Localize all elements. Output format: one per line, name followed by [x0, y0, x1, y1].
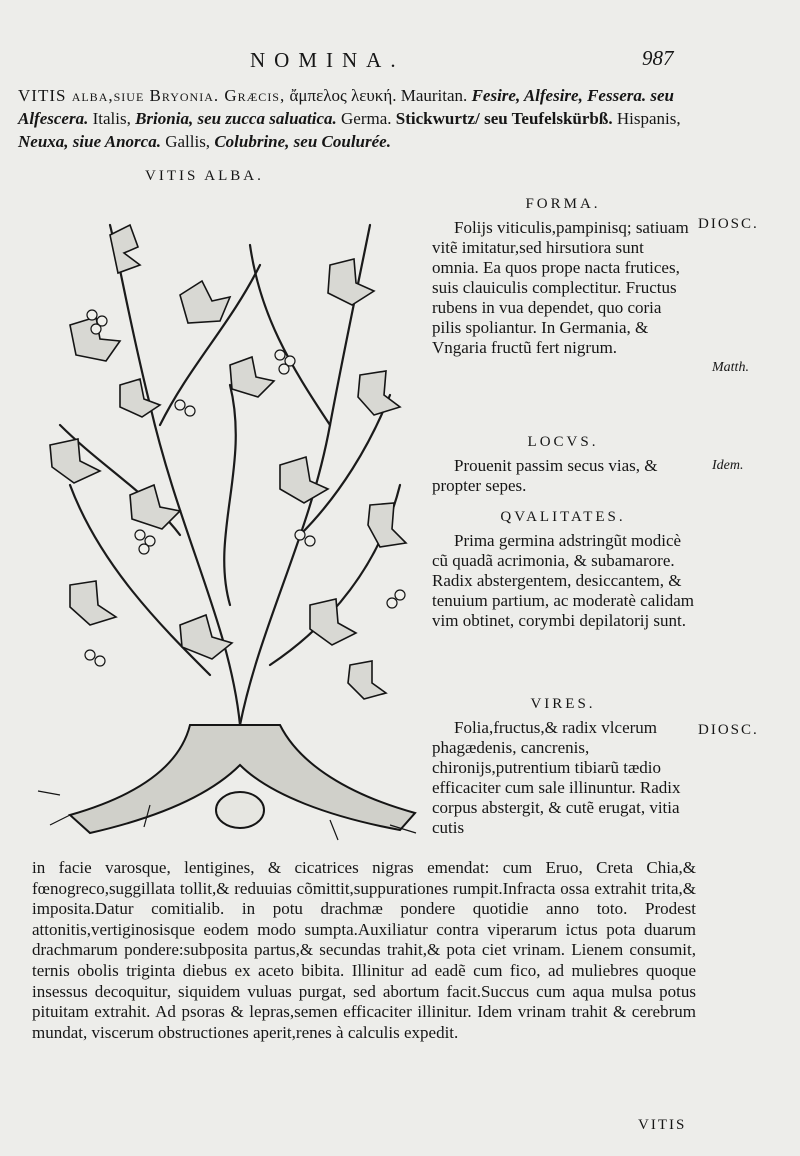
names-maur: Fesire, Alfesire, Fessera. seu Alfescera. — [18, 86, 674, 128]
names-germ: Stickwurtz/ seu Teufelskürbß. — [395, 109, 613, 128]
figure-title: VITIS ALBA. — [145, 168, 264, 184]
names-gall: Colubrine, seu Coulurée. — [214, 132, 391, 151]
vires-continuation-text: in facie varosque, lentigines, & cicatrices nigras emendat: cum Eruo, Creta Chia,& fœnogreco,suggillata tollit,& reduuias cõmittit,suppurationes rumpit.Infracta ossa extrahit trita,& imposita.Datur comitialib. in potu drachmæ pondere quotidie anno toto. Prodest attonitis,vertiginosisque eodem modo sumpta.Auxiliatur contra viperarum ictus pota duarum drachmarum pondere:subposita partus,& secundas trahit,& pota ciet vrinam. Lienem consumit, ternis obolis triginta diebus ex aceto bibita. Illinitur ad eadẽ cum fico, ad muliebres quoque insessus decoquitur, siquidem vuluas purgat, sed abortum facit.Succus cum aqua mulsa potus pituitam extrahit. Ad psoras & lepras,semen efficaciter illinitur. Idem vrinam trahit & cerebrum mundat, viscerum obstructiones aperit,renes à calculis expedit. — [32, 858, 696, 1042]
names-ital-label: Italis, — [92, 109, 131, 128]
forma-text: Folijs viticulis,pampinisq; satiuam vitẽ imitatur,sed hirsutiora sunt omnia. Ea quos prope nacta frutices, suis clauiculis complectitur. Fructus rubens in vua dependet, quo coria pilis spoliantur. In Germania, & Vngaria fructũ fert nigrum. — [432, 218, 689, 357]
qualitates-text: Prima germina adstringũt modicè cũ quadã acrimonia, & subamarore. Radix abstergentem, desiccantem, & tenuium partium, ac moderatè calidam vim obtinet, corymbi depilatorij sunt. — [432, 531, 694, 630]
margin-note-idem: Idem. — [712, 458, 744, 473]
margin-note-matth: Matth. — [712, 360, 749, 375]
locus-text: Prouenit passim secus vias, & propter sepes. — [432, 456, 658, 495]
margin-note-diosc-1: DIOSC. — [698, 216, 759, 232]
margin-note-diosc-2: DIOSC. — [698, 722, 759, 738]
names-maur-label: Mauritan. — [400, 86, 468, 105]
names-greek: ἄμπελος λευκή. — [289, 86, 397, 105]
vires-heading: VIRES. — [530, 696, 596, 712]
running-header: NOMINA. — [250, 48, 405, 72]
plant-names-paragraph — [18, 84, 698, 153]
vires-text: Folia,fructus,& radix vlcerum phagædenis, cancrenis, chironijs,putrentium tibiarũ tædio efficaciter cum sale illinuntur. Radix corpus abstergit, & cutẽ erugat, vitia cutis — [432, 718, 681, 837]
names-hisp: Neuxa, siue Anorca. — [18, 132, 161, 151]
names-germ-label: Germa. — [341, 109, 396, 128]
qualitates-section — [432, 505, 694, 631]
vires-section — [432, 692, 694, 838]
qualitates-heading: QVALITATES. — [500, 509, 626, 525]
locus-section — [432, 430, 694, 496]
vitis-alba-woodcut-illustration — [30, 205, 430, 845]
forma-section — [432, 192, 694, 358]
catchword: VITIS — [638, 1117, 687, 1133]
forma-heading: FORMA. — [525, 196, 601, 212]
names-hisp-label: Hispanis, — [616, 109, 681, 128]
names-latin: VITIS alba,siue Bryonia. Græcis, — [18, 86, 286, 105]
names-gall-label: Gallis, — [165, 132, 211, 151]
locus-heading: LOCVS. — [527, 434, 599, 450]
page-number: 987 — [642, 46, 674, 70]
names-ital: Brionia, seu zucca saluatica. — [135, 109, 337, 128]
